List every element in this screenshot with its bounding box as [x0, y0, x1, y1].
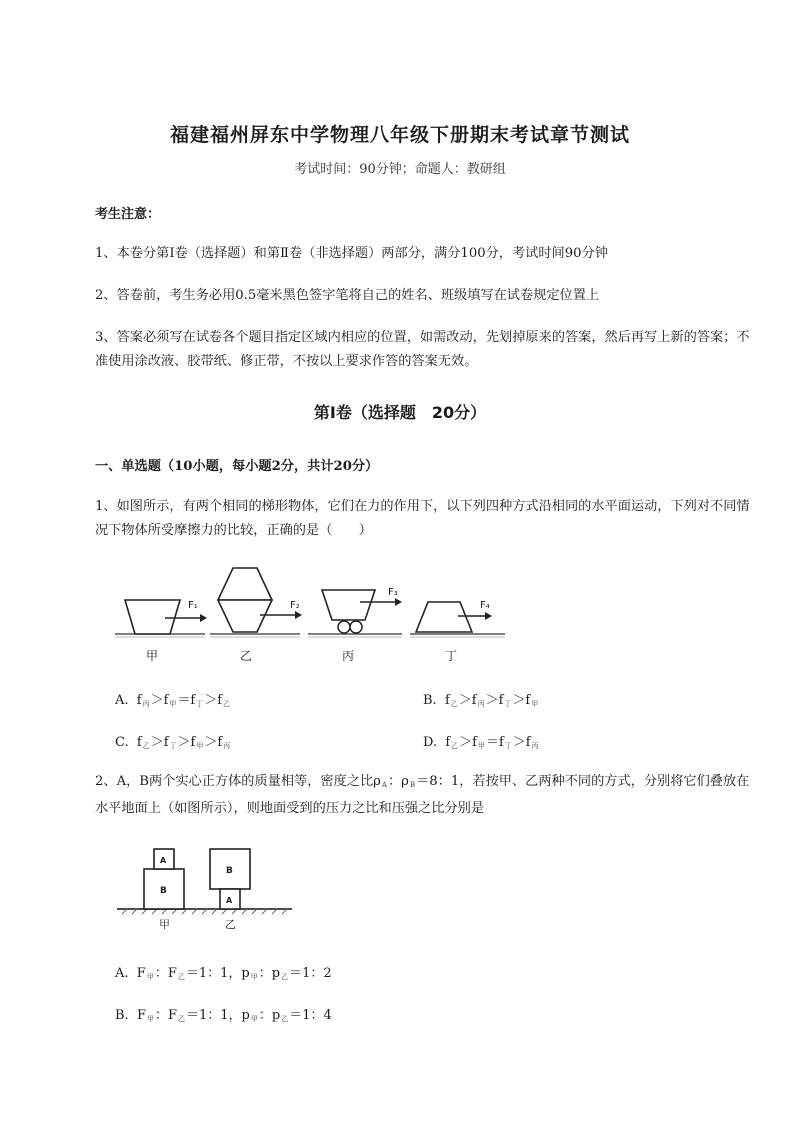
notice-item-1: 1、本卷分第I卷（选择题）和第Ⅱ卷（非选择题）两部分，满分100分，考试时间90分钟	[95, 246, 608, 261]
question-1-figure	[110, 560, 530, 670]
page-title: 福建福州屏东中学物理八年级下册期末考试章节测试	[169, 124, 630, 146]
q1-option-a[interactable]: A. $f_丙>f_甲=f_丁>f_乙$	[115, 693, 231, 708]
q2-option-b[interactable]: B. $F_甲$：$F_乙=1$：1，$p_甲$：$p_乙=1$：4	[115, 1008, 332, 1023]
caption-yi: 乙	[225, 918, 236, 931]
part-heading: 一、单选题（10小题，每小题2分，共计20分）	[95, 459, 379, 474]
notice-item-2: 2、答卷前，考生务必用0.5毫米黑色签字笔将自己的姓名、班级填写在试卷规定位置上	[95, 288, 600, 303]
notice-heading: 考生注意：	[95, 207, 161, 222]
caption-ding: 丁	[445, 649, 458, 663]
svg-text:B: B	[160, 886, 167, 896]
caption-jia: 甲	[146, 649, 159, 663]
block-yi-bottom	[218, 600, 272, 632]
svg-text:A: A	[160, 856, 167, 865]
question-2-figure	[112, 840, 297, 935]
force-label-3: F₃	[388, 587, 398, 598]
force-label-2: F₂	[290, 600, 300, 611]
svg-text:B: B	[226, 866, 233, 876]
block-yi-top	[218, 568, 272, 600]
force-label-1: F₁	[188, 600, 198, 611]
block-bing	[322, 590, 375, 620]
q1-option-b[interactable]: B. $f_乙>f_丙>f_丁>f_甲$	[423, 693, 539, 708]
roller-2	[350, 621, 362, 633]
caption-jia: 甲	[159, 918, 170, 931]
block-jia	[125, 600, 180, 634]
exam-info: 考试时间：90分钟；命题人：教研组	[294, 162, 506, 177]
caption-bing: 丙	[342, 649, 355, 663]
roller-1	[338, 621, 350, 633]
q1-option-c[interactable]: C. $f_乙>f_丁>f_甲>f_丙$	[115, 735, 231, 750]
notice-item-3: 3、答案必须写在试卷各个题目指定区域内相应的位置，如需改动，先划掉原来的答案，然后再写上新的答案；不准使用涂改液、胶带纸、修正带，不按以上要求作答的答案无效。	[95, 330, 750, 369]
block-ding	[416, 602, 472, 632]
svg-text:A: A	[226, 896, 233, 905]
section-title: 第I卷（选择题 20分）	[313, 403, 487, 422]
question-1-stem: 1、如图所示，有两个相同的梯形物体，它们在力的作用下，以下列四种方式沿相同的水平面运动，下列对不同情况下物体所受摩擦力的比较，正确的是（ ）	[95, 499, 750, 538]
force-label-4: F₄	[480, 600, 490, 611]
caption-yi: 乙	[240, 649, 253, 663]
q1-option-d[interactable]: D. $f_乙>f_甲=f_丁>f_丙$	[423, 735, 539, 750]
q2-option-a[interactable]: A. $F_甲$：$F_乙=1$：1，$p_甲$：$p_乙=1$：2	[115, 966, 332, 981]
question-2-stem: 2、A，B两个实心正方体的质量相等，密度之比$\rho_A$：$\rho_B=8$：1，若按甲、乙两种不同的方式，分别将它们叠放在水平地面上（如图所示），则地面受到的压力之比和压强之比分别是	[95, 774, 750, 816]
